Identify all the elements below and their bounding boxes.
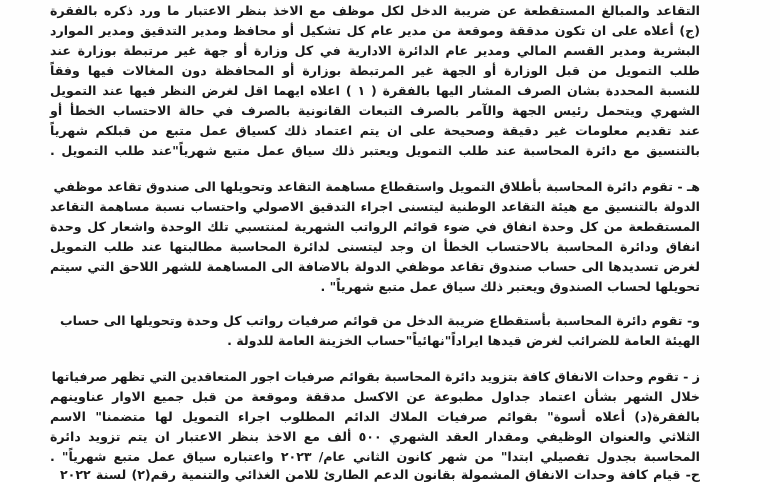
paragraph-h2-line-1: ح- قيام كافة وحدات الانفاق المشمولة بقانون الدعم الطارئ للامن الغذائي والتنمية رقم(٢) لسنة ٢٠٢٢ [60,467,700,482]
paragraph-z-line-3: بالفقرة(د) أعلاه أسوة" بقوائم صرفيات الملاك الدائم المطلوب اجراء التمويل لها متضمنا" الاسم [50,409,700,424]
paragraph-z-line-1: ز - تقوم وحدات الانفاق كافة بتزويد دائرة المحاسبة بقوائم صرفيات اجور المتعاقدين التي تظهر صرفياتها [51,369,700,384]
paragraph-h-line-2: الدولة بالتنسيق مع هيئة التقاعد الوطنية ليتسنى اجراء التدقيق الاصولي واحتساب نسبة مساهمة التقاعد [50,199,700,214]
paragraph-c-line-2: (ج) أعلاه على ان تكون مدققة وموقعة من مدير عام كل تشكيل أو محافظ ومدير التدقيق ومدير الموارد [50,23,700,38]
paragraph-h-line-6: تحويلها لحساب الصندوق ويعتبر ذلك سياق عمل متبع شهرياً" . [320,279,700,294]
paragraph-w-line-2: الهيئة العامة للضرائب لغرض قيدها ايراداً"نهائياً"حساب الخزينة العامة للدولة . [227,333,700,348]
paragraph-w-line-1: و- تقوم دائرة المحاسبة بأستقطاع ضريبة الدخل من قوائم صرفيات رواتب كل وحدة وتحويلها الى حساب [60,313,700,328]
paragraph-z-line-2: خلال الشهر بشأن اعتماد جداول مطبوعة عن الاكسل مدققة وموقعة من قبل جميع الاوار عناوينهم [50,389,700,404]
paragraph-c-line-5: للنسبة المحددة بشان الصرف المشار اليها بالفقرة ( ١ ) اعلاه ايهما اقل لغرض النظر فيها عند التمويل [50,83,700,98]
paragraph-h-line-1: هـ - تقوم دائرة المحاسبة بأطلاق التمويل واستقطاع مساهمة التقاعد وتحويلها الى صندوق تقاعد موظفي [53,179,700,194]
paragraph-c-line-3: البشرية ومدير القسم المالي ومدير عام الدائرة الادارية في كل وزارة أو جهة غير مرتبطة بوزارة عند [50,43,700,58]
paragraph-h-line-4: انفاق ودائرة المحاسبة بالاحتساب الخطأ ان وجد ليتسنى لدائرة المحاسبة مطالبتها عند طلب التمويل [50,239,700,254]
paragraph-h-line-5: لغرض تسديدها الى حساب صندوق تقاعد موظفي الدولة بالاضافة الى المساهمة للشهر اللاحق التي سيتم [50,259,700,274]
paragraph-c-line-1: التقاعد والمبالغ المستقطعة عن ضريبة الدخل لكل موظف مع الاخذ بنظر الاعتبار ما ورد ذكره بالفقرة [50,3,700,18]
paragraph-c-line-6: الشهري ويتحمل رئيس الجهة والآمر بالصرف التبعات القانونية بالصرف في حالة الاحتساب الخطأ أو [50,103,700,118]
paragraph-c-line-4: طلب التمويل من قبل الوزارة أو الجهة غير المرتبطة بوزارة أو المحافظة دون المغالات فيها وفقاً [50,63,700,78]
paragraph-c-line-8: بالتنسيق مع دائرة المحاسبة عند طلب التمويل ويعتبر ذلك سياق عمل متبع شهرياً"عند طلب التمويل . [50,143,700,158]
paragraph-z-line-5: المحاسبة بجدول تفصيلي ابتدا" من شهر كانون الثاني عام/ ٢٠٢٣ واعتباره سياق عمل متبع شهرياً" . [50,449,700,464]
paragraph-c-line-7: عند تقديم معلومات غير دقيقة وصحيحة على ان يتم اعتماد ذلك كسياق عمل متبع من قبلكم شهرياً [50,123,700,138]
paragraph-z-line-4: الثلاثي والعنوان الوظيفي ومقدار العقد الشهري ٥٠٠ ألف مع الاخذ بنظر الاعتبار ان يتم تزويد دائرة [50,429,701,444]
paragraph-h-line-3: المستقطعة من كل وحدة انفاق في ضوء قوائم الرواتب الشهرية لمنتسبي تلك الوحدة واشعار كل وحدة [50,219,700,234]
